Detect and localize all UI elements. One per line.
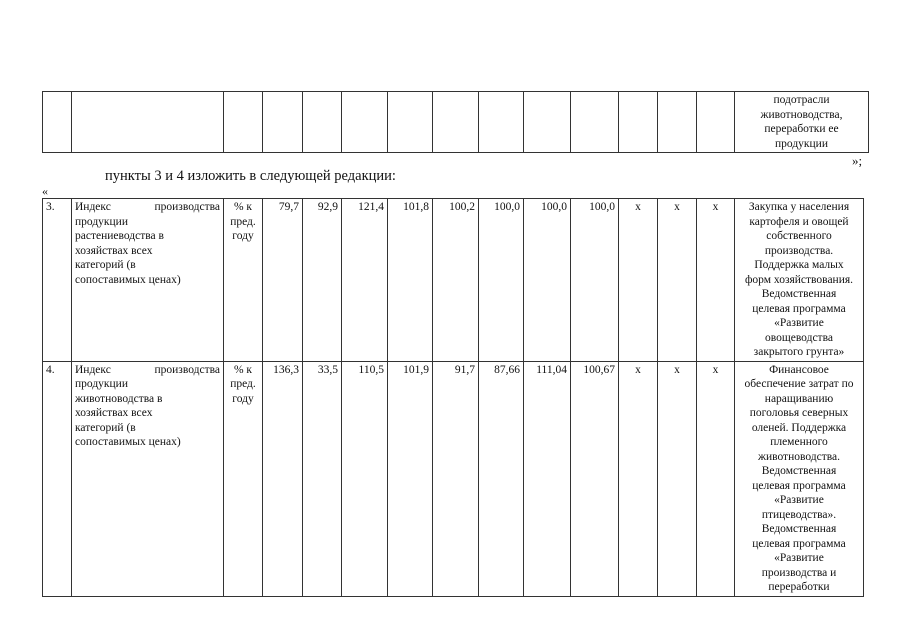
opening-quote: « xyxy=(42,184,48,198)
closing-quote: »; xyxy=(852,153,863,168)
x-cell: x xyxy=(697,361,735,596)
unit-line: % к xyxy=(233,201,253,213)
note-line: Закупка у населения xyxy=(748,201,850,213)
indicator-line: сопоставимых ценах) xyxy=(75,273,181,286)
note-line: производства. xyxy=(764,244,834,257)
top-table-fragment xyxy=(42,91,869,153)
note-line: переработки xyxy=(768,581,830,593)
unit-line: году xyxy=(232,392,254,405)
amendment-intro-text: пункты 3 и 4 изложить в следующей редакции: xyxy=(105,168,396,184)
empty-cell xyxy=(658,92,697,153)
value-cell: 100,0 xyxy=(479,199,524,362)
note-line: подотрасли xyxy=(773,94,830,106)
empty-cell xyxy=(72,92,224,153)
note-line: Ведомственная xyxy=(761,288,837,300)
value-cell: 101,9 xyxy=(388,361,433,596)
note-line: переработки ее xyxy=(764,123,839,135)
note-line: Ведомственная xyxy=(761,465,837,477)
value-cell: 100,67 xyxy=(571,361,619,596)
unit-line: году xyxy=(232,230,254,242)
value-cell: 110,5 xyxy=(342,361,388,596)
unit-line: % к xyxy=(233,363,253,376)
indicator-line: Индекс производства xyxy=(75,201,220,213)
note-line: животноводства. xyxy=(758,450,840,463)
empty-cell xyxy=(619,92,658,153)
value-cell: 121,4 xyxy=(342,199,388,362)
empty-cell xyxy=(342,92,388,153)
indicator-line: продукции xyxy=(75,378,128,390)
note-line: целевая программа xyxy=(752,537,846,550)
table-row-4 xyxy=(43,361,864,596)
unit-cell xyxy=(224,199,263,362)
note-line: Поддержка малых xyxy=(754,259,844,271)
indicator-name xyxy=(72,199,224,362)
indicator-line: растениеводства в xyxy=(75,230,164,242)
note-line: закрытого грунта» xyxy=(753,346,845,358)
unit-cell xyxy=(224,361,263,596)
note-line: наращиванию xyxy=(764,392,834,405)
row-number: 3. xyxy=(43,199,72,362)
indicator-line: животноводства в xyxy=(75,392,163,405)
empty-cell xyxy=(388,92,433,153)
note-line: продукции xyxy=(775,137,828,150)
value-cell: 100,0 xyxy=(571,199,619,362)
indicator-line: хозяйствах всех xyxy=(75,407,153,419)
value-cell: 87,66 xyxy=(479,361,524,596)
x-cell: x xyxy=(697,199,735,362)
indicator-line: категорий (в xyxy=(75,259,136,271)
note-line: оленей. Поддержка xyxy=(751,421,847,434)
note-line: «Развитие xyxy=(774,552,824,564)
top-table-row xyxy=(43,92,869,153)
value-cell: 101,8 xyxy=(388,199,433,362)
note-line: животноводства, xyxy=(760,108,843,121)
value-cell: 111,04 xyxy=(524,361,571,596)
note-cell xyxy=(735,361,864,596)
indicator-line: продукции xyxy=(75,215,128,228)
value-cell: 33,5 xyxy=(303,361,342,596)
empty-cell xyxy=(433,92,479,153)
empty-cell xyxy=(303,92,342,153)
empty-cell xyxy=(263,92,303,153)
note-line: поголовья северных xyxy=(749,407,849,419)
value-cell: 92,9 xyxy=(303,199,342,362)
indicator-line: хозяйствах всех xyxy=(75,244,153,257)
note-line: Финансовое xyxy=(769,363,829,376)
note-line: «Развитие xyxy=(774,317,824,329)
unit-line: пред. xyxy=(230,378,256,390)
note-line: овощеводства xyxy=(765,331,833,344)
note-line: обеспечение затрат по xyxy=(744,378,854,390)
indicator-line: Индекс производства xyxy=(75,363,220,376)
value-cell: 91,7 xyxy=(433,361,479,596)
x-cell: x xyxy=(619,361,658,596)
table-row-3 xyxy=(43,199,864,362)
row-number: 4. xyxy=(43,361,72,596)
note-line: форм хозяйствования. xyxy=(744,273,854,286)
value-cell: 136,3 xyxy=(263,361,303,596)
note-line: «Развитие xyxy=(774,494,824,506)
x-cell: x xyxy=(658,199,697,362)
x-cell: x xyxy=(619,199,658,362)
note-line: племенного xyxy=(770,436,828,448)
empty-cell xyxy=(43,92,72,153)
note-line: Ведомственная xyxy=(761,523,837,535)
empty-cell xyxy=(224,92,263,153)
value-cell: 79,7 xyxy=(263,199,303,362)
indicator-line: категорий (в xyxy=(75,421,136,434)
empty-cell xyxy=(571,92,619,153)
empty-cell xyxy=(479,92,524,153)
note-line: собственного xyxy=(766,230,832,242)
indicators-table xyxy=(42,198,864,597)
empty-cell xyxy=(524,92,571,153)
unit-line: пред. xyxy=(230,215,256,228)
note-cell xyxy=(735,92,869,153)
x-cell: x xyxy=(658,361,697,596)
note-line: картофеля и овощей xyxy=(749,215,849,228)
note-line: целевая программа xyxy=(752,479,846,492)
empty-cell xyxy=(697,92,735,153)
indicator-name xyxy=(72,361,224,596)
note-line: целевая программа xyxy=(752,302,846,315)
note-line: производства и xyxy=(761,566,837,579)
indicator-line: сопоставимых ценах) xyxy=(75,436,181,448)
value-cell: 100,2 xyxy=(433,199,479,362)
note-line: птицеводства». xyxy=(761,508,837,521)
value-cell: 100,0 xyxy=(524,199,571,362)
note-cell xyxy=(735,199,864,362)
